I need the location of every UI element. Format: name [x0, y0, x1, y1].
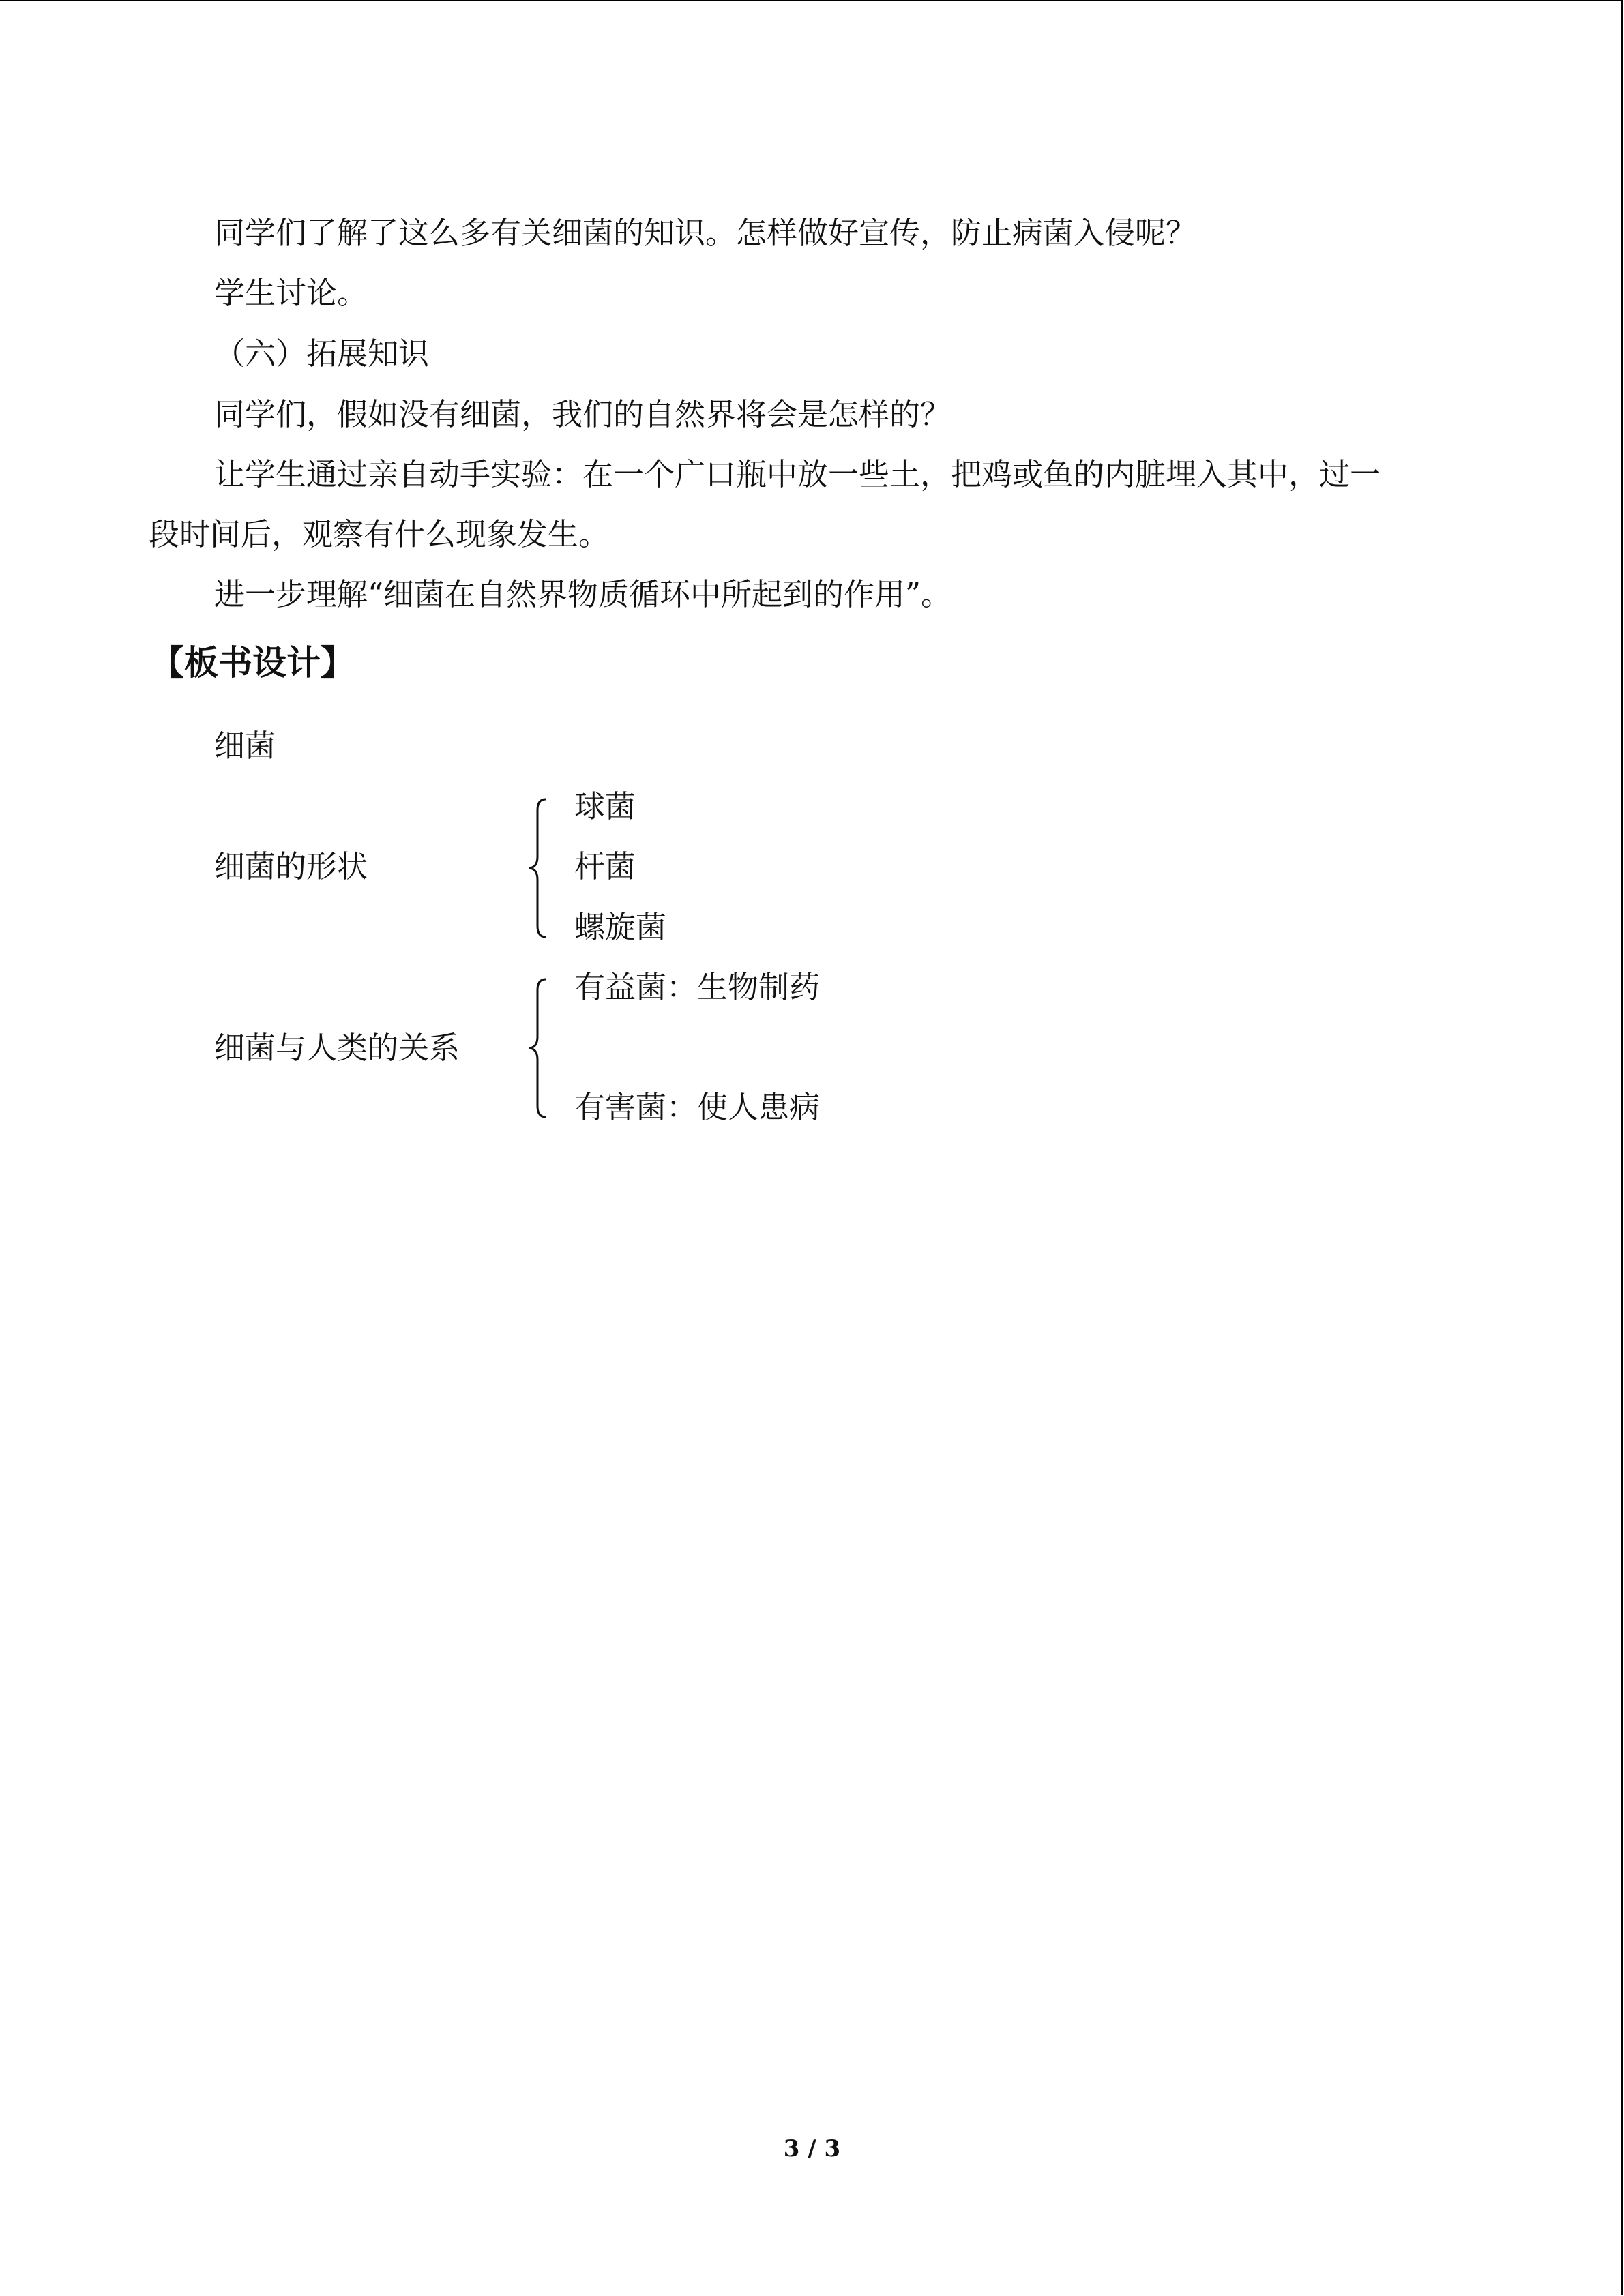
paragraph-2: 学生讨论。: [214, 275, 368, 311]
paragraph-4: 同学们，假如没有细菌，我们的自然界将会是怎样的？: [214, 396, 951, 432]
page-number: 3 / 3: [783, 2135, 841, 2162]
paragraph-6: 进一步理解“细菌在自然界物质循环中所起到的作用”。: [214, 576, 952, 612]
paragraph-5-line-2: 段时间后，观察有什么现象发生。: [149, 516, 610, 552]
board-design-heading: 【板书设计】: [150, 643, 355, 683]
relation-item-beneficial: 有益菌：生物制药: [574, 969, 821, 1005]
shape-item-coccus: 球菌: [574, 788, 636, 824]
shape-brace: [525, 796, 552, 940]
paragraph-3-section-heading: （六）拓展知识: [214, 336, 430, 372]
shape-item-spirillum: 螺旋菌: [574, 909, 667, 945]
relation-brace: [525, 976, 552, 1120]
board-title: 细菌: [214, 728, 276, 764]
paragraph-5-line-1: 让学生通过亲自动手实验：在一个广口瓶中放一些土，把鸡或鱼的内脏埋入其中，过一: [214, 456, 1381, 492]
relation-label: 细菌与人类的关系: [214, 1030, 460, 1066]
paragraph-1: 同学们了解了这么多有关细菌的知识。怎样做好宣传，防止病菌入侵呢？: [214, 215, 1197, 251]
relation-item-harmful: 有害菌：使人患病: [574, 1089, 821, 1125]
shape-item-bacillus: 杆菌: [574, 848, 636, 884]
shape-label: 细菌的形状: [214, 848, 368, 884]
